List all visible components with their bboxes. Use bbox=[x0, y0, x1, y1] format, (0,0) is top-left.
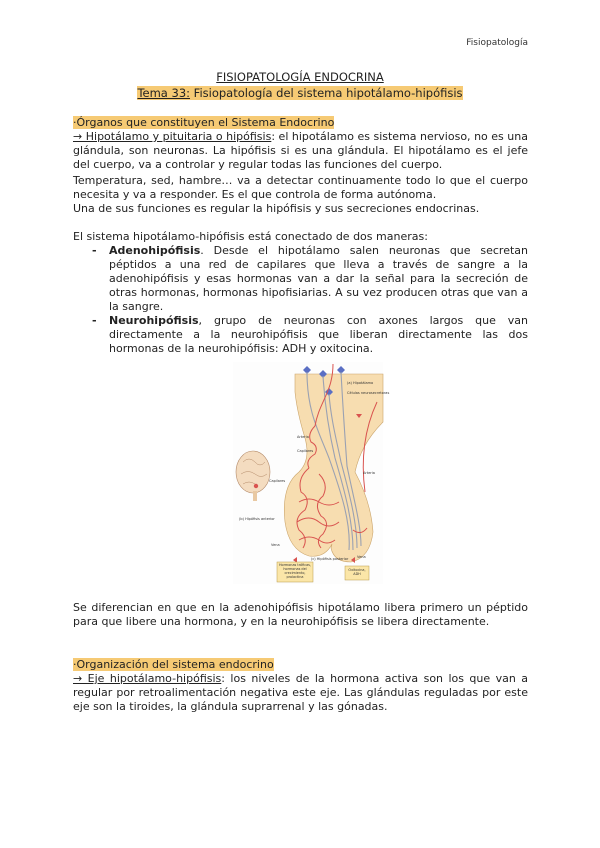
document-title: FISIOPATOLOGÍA ENDOCRINA bbox=[216, 70, 384, 84]
section-heading-organos: ·Órganos que constituyen el Sistema Endocrino bbox=[73, 116, 335, 129]
label-capilares: Capilares bbox=[269, 479, 286, 483]
hormone-box-right: Oxitocina, ADH bbox=[345, 566, 369, 580]
hormone-box-left: Hormonas tróficas, hormonas del crecimiento, prolactina bbox=[277, 562, 313, 582]
section-heading-organizacion: ·Organización del sistema endocrino bbox=[73, 658, 274, 671]
label-arteria-right: Arteria bbox=[363, 471, 375, 475]
subtitle-topic-number: Tema 33: bbox=[137, 86, 191, 100]
label-capilares-top: Capilares bbox=[297, 449, 314, 453]
subtitle-topic-name: Fisiopatología del sistema hipotálamo-hipófisis bbox=[190, 86, 463, 100]
paragraph-eje: → Eje hipotálamo-hipófisis: los niveles de la hormona activa son los que van a regular por retroalimentación negativa este eje. Las glándulas reguladas por este eje son la tiroides, la glándula suprarrenal y las gónadas. bbox=[73, 672, 528, 713]
paragraph-temperatura: Temperatura, sed, hambre… va a detectar continuamente todo lo que el cuerpo necesita y va a responder. Es el que controla de forma autónoma. bbox=[73, 174, 528, 201]
brain-illustration bbox=[236, 451, 270, 501]
label-hipofisis-posterior: (c) Hipófisis posterior bbox=[311, 557, 349, 561]
label-hipofisis-anterior: (b) Hipófisis anterior bbox=[239, 517, 275, 521]
label-hipotalamo: (a) Hipotálamo bbox=[347, 381, 374, 385]
label-vena-left: Vena bbox=[271, 543, 280, 547]
term-hipotalamo: → Hipotálamo y pituitaria o hipófisis bbox=[73, 130, 272, 143]
paragraph-conexion: El sistema hipotálamo-hipófisis está conectado de dos maneras: bbox=[73, 230, 428, 243]
label-arteria-top: Arteria bbox=[297, 435, 309, 439]
paragraph-funciones: Una de sus funciones es regular la hipófisis y sus secreciones endocrinas. bbox=[73, 202, 480, 215]
paragraph-hipotalamo: → Hipotálamo y pituitaria o hipófisis: el hipotálamo es sistema nervioso, no es una glándula, son neuronas. La hipófisis si es una glándula. El hipotálamo es el jefe del cuerpo, va a controlar y regular todas las funciones del cuerpo. bbox=[73, 130, 528, 171]
document-subtitle bbox=[0, 86, 600, 100]
term-eje: → Eje hipotálamo-hipófisis bbox=[73, 672, 222, 685]
running-header: Fisiopatología bbox=[466, 38, 528, 48]
list-item-neurohipofisis: - Neurohipófisis, grupo de neuronas con axones largos que van directamente a la neurohipófisis que liberan directamente las dos hormonas de la neurohipófisis: ADH y oxitocina. bbox=[92, 314, 528, 355]
label-vena-right: Vena bbox=[357, 555, 366, 559]
hypothalamus-pituitary-diagram bbox=[233, 362, 390, 584]
list-item-adenohipofisis: - Adenohipófisis. Desde el hipotálamo salen neuronas que secretan péptidos a una red de capilares que lleva a través de sangre a la adenohipófisis y esas hormonas van a dar la señal para la secreción de otras hormonas, hormonas hipofisiarias. A su vez producen otras que van a la sangre. bbox=[92, 244, 528, 313]
pituitary-tissue bbox=[284, 374, 383, 562]
label-celulas: Células neurosecretoras bbox=[347, 391, 390, 395]
connection-list bbox=[92, 244, 528, 356]
paragraph-diferencias: Se diferencian en que en la adenohipófisis hipotálamo libera primero un péptido para que libere una hormona, y en la neurohipófisis se libera directamente. bbox=[73, 601, 528, 628]
